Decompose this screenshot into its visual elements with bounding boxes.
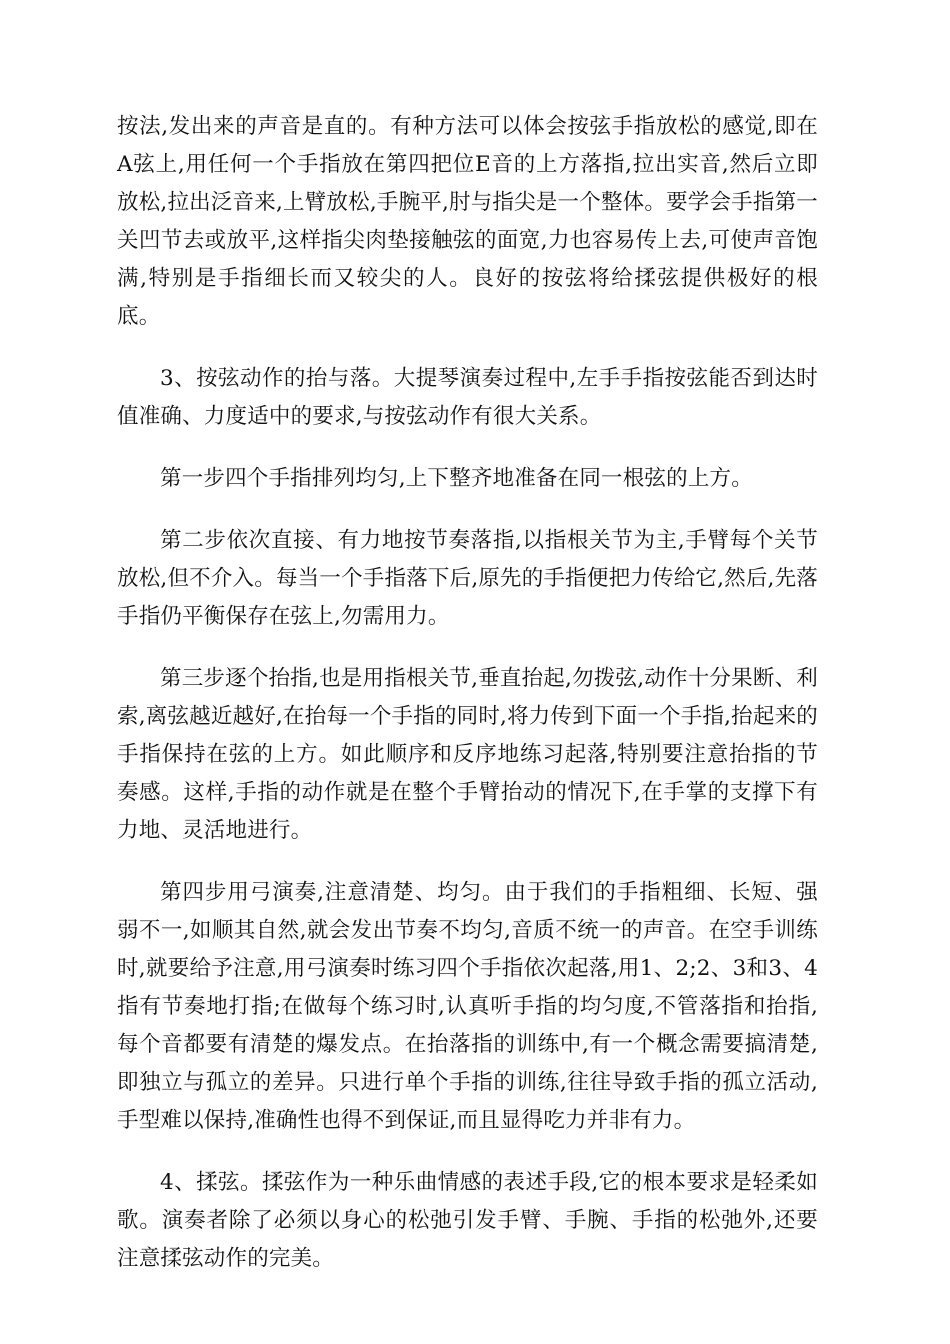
paragraph-step-2: 第二步依次直接、有力地按节奏落指,以指根关节为主,手臂每个关节放松,但不介入。每当一个手指落下后,原先的手指便把力传给它,然后,先落手指仍平衡保存在弦上,勿需用力。 xyxy=(117,528,818,629)
paragraph-step-1: 第一步四个手指排列均匀,上下整齐地准备在同一根弦的上方。 xyxy=(160,466,753,491)
paragraph-step-4: 第四步用弓演奏,注意清楚、均匀。由于我们的手指粗细、长短、强弱不一,如顺其自然,就会发出节奏不均匀,音质不统一的声音。在空手训练时,就要给予注意,用弓演奏时练习四个手指依次起落,用1、2;2、3和3、4指有节奏地打指;在做每个练习时,认真听手指的均匀度,不管落指和抬指,每个音都要有清楚的爆发点。在抬落指的训练中,有一个概念需要搞清楚,即独立与孤立的差异。只进行单个手指的训练,往往导致手指的孤立活动,手型难以保持,准确性也得不到保证,而且显得吃力并非有力。 xyxy=(117,880,818,1133)
paragraph-section-3: 3、按弦动作的抬与落。大提琴演奏过程中,左手手指按弦能否到达时值准确、力度适中的要求,与按弦动作有很大关系。 xyxy=(117,366,818,429)
paragraph-continuation: 按法,发出来的声音是直的。有种方法可以体会按弦手指放松的感觉,即在A弦上,用任何一个手指放在第四把位E音的上方落指,拉出实音,然后立即放松,拉出泛音来,上臂放松,手腕平,肘与指尖是一个整体。要学会手指第一关凹节去或放平,这样指尖肉垫接触弦的面宽,力也容易传上去,可使声音饱满,特别是手指细长而又较尖的人。良好的按弦将给揉弦提供极好的根底。 xyxy=(117,114,818,329)
paragraph-step-3: 第三步逐个抬指,也是用指根关节,垂直抬起,勿拨弦,动作十分果断、利索,离弦越近越好,在抬每一个手指的同时,将力传到下面一个手指,抬起来的手指保持在弦的上方。如此顺序和反序地练习起落,特别要注意抬指的节奏感。这样,手指的动作就是在整个手臂抬动的情况下,在手掌的支撑下有力地、灵活地进行。 xyxy=(117,666,818,843)
paragraph-section-4: 4、揉弦。揉弦作为一种乐曲情感的表述手段,它的根本要求是轻柔如歌。演奏者除了必须以身心的松弛引发手臂、手腕、手指的松弛外,还要注意揉弦动作的完美。 xyxy=(117,1170,818,1271)
